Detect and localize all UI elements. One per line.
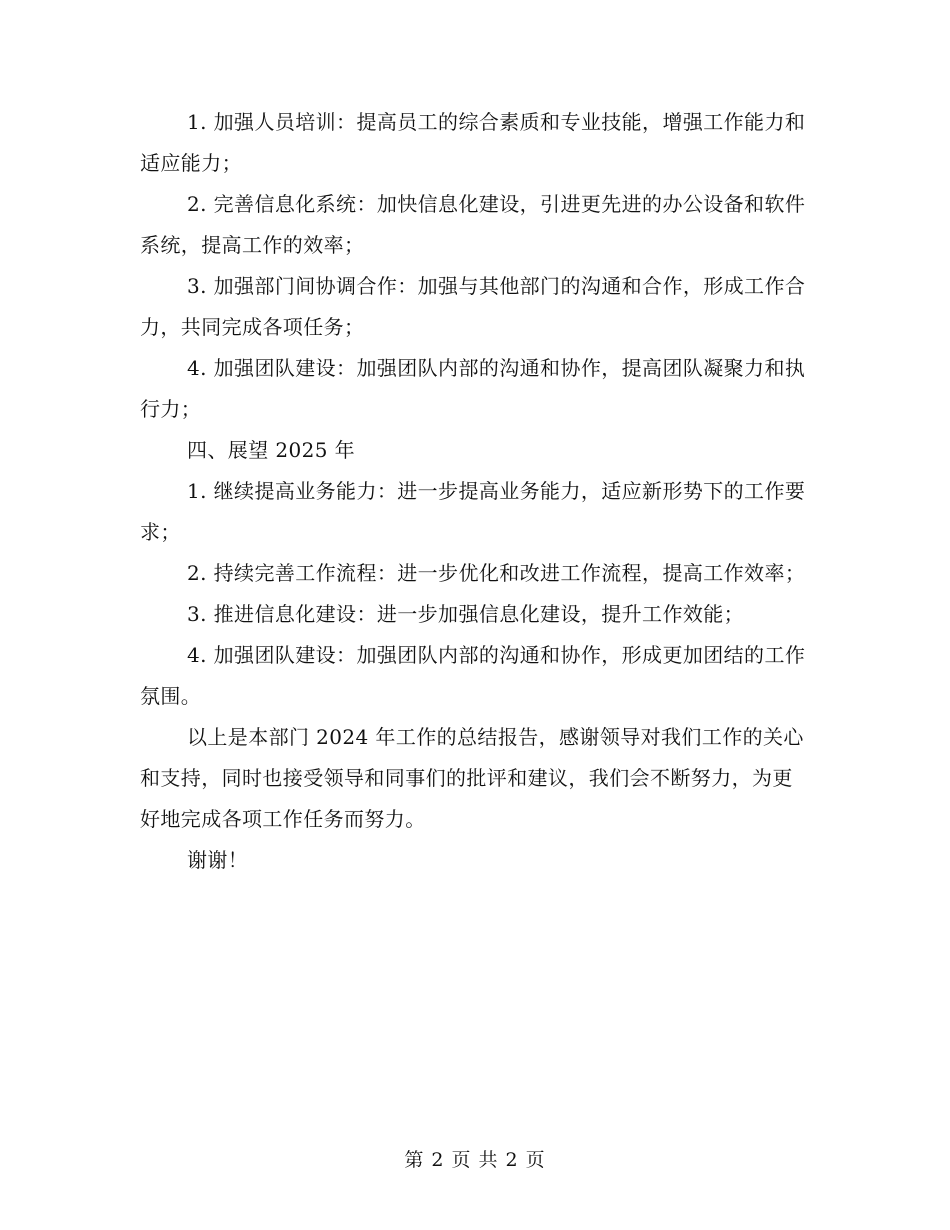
list-item-department-cooperation: 3. 加强部门间协调合作：加强与其他部门的沟通和合作，形成工作合力，共同完成各项任务； bbox=[140, 274, 806, 339]
list-item-workflow: 2. 持续完善工作流程：进一步优化和改进工作流程，提高工作效率； bbox=[187, 561, 806, 585]
page-number-footer: 第 2 页 共 2 页 bbox=[404, 1149, 546, 1171]
closing-paragraph: 以上是本部门 2024 年工作的总结报告，感谢领导对我们工作的关心和支持，同时也接受领导和同事们的批评和建议，我们会不断努力，为更好地完成各项工作任务而努力。 bbox=[140, 725, 804, 831]
list-item-team-building: 4. 加强团队建设：加强团队内部的沟通和协作，提高团队凝聚力和执行力； bbox=[140, 356, 806, 421]
document-body bbox=[140, 102, 810, 881]
section-heading-outlook: 四、展望 2025 年 bbox=[187, 438, 356, 462]
list-item-staff-training: 1. 加强人员培训：提高员工的综合素质和专业技能，增强工作能力和适应能力； bbox=[140, 110, 806, 175]
list-item-information-system: 2. 完善信息化系统：加快信息化建设，引进更先进的办公设备和软件系统，提高工作的效率； bbox=[140, 192, 806, 257]
thanks-line: 谢谢！ bbox=[187, 848, 249, 872]
list-item-informatization: 3. 推进信息化建设：进一步加强信息化建设，提升工作效能； bbox=[187, 602, 745, 626]
list-item-business-ability: 1. 继续提高业务能力：进一步提高业务能力，适应新形势下的工作要求； bbox=[140, 479, 806, 544]
list-item-team-atmosphere: 4. 加强团队建设：加强团队内部的沟通和协作，形成更加团结的工作氛围。 bbox=[140, 643, 806, 708]
